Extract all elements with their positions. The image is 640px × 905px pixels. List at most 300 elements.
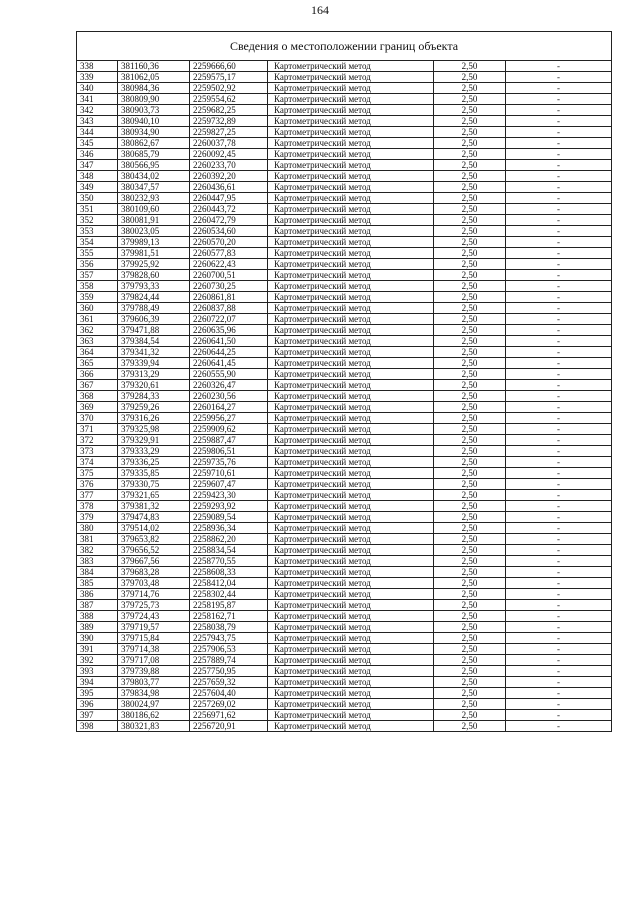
- point-number-cell: 383: [77, 556, 118, 567]
- coord-x-cell: 379316,26: [118, 413, 190, 424]
- method-cell: Картометрический метод: [268, 556, 434, 567]
- coord-y-cell: 2257604,40: [190, 688, 268, 699]
- point-number-cell: 368: [77, 391, 118, 402]
- description-cell: -: [506, 556, 612, 567]
- table-row: [77, 237, 612, 248]
- method-cell: Картометрический метод: [268, 215, 434, 226]
- coord-x-cell: 380984,36: [118, 83, 190, 94]
- point-number-cell: 379: [77, 512, 118, 523]
- coord-x-cell: 379824,44: [118, 292, 190, 303]
- accuracy-cell: 2,50: [434, 424, 506, 435]
- accuracy-cell: 2,50: [434, 127, 506, 138]
- accuracy-cell: 2,50: [434, 149, 506, 160]
- point-number-cell: 341: [77, 94, 118, 105]
- table-row: [77, 226, 612, 237]
- method-cell: Картометрический метод: [268, 545, 434, 556]
- coord-x-cell: 379259,26: [118, 402, 190, 413]
- accuracy-cell: 2,50: [434, 193, 506, 204]
- accuracy-cell: 2,50: [434, 369, 506, 380]
- coord-x-cell: 379381,32: [118, 501, 190, 512]
- coord-y-cell: 2257269,02: [190, 699, 268, 710]
- point-number-cell: 342: [77, 105, 118, 116]
- description-cell: -: [506, 490, 612, 501]
- table-row: [77, 204, 612, 215]
- description-cell: -: [506, 105, 612, 116]
- coord-y-cell: 2259732,89: [190, 116, 268, 127]
- coord-y-cell: 2260472,79: [190, 215, 268, 226]
- accuracy-cell: 2,50: [434, 226, 506, 237]
- table-row: [77, 523, 612, 534]
- table-row: [77, 61, 612, 72]
- method-cell: Картометрический метод: [268, 292, 434, 303]
- description-cell: -: [506, 710, 612, 721]
- description-cell: -: [506, 611, 612, 622]
- point-number-cell: 362: [77, 325, 118, 336]
- coord-y-cell: 2260164,27: [190, 402, 268, 413]
- method-cell: Картометрический метод: [268, 688, 434, 699]
- coord-y-cell: 2259554,62: [190, 94, 268, 105]
- method-cell: Картометрический метод: [268, 259, 434, 270]
- coord-x-cell: 379325,98: [118, 424, 190, 435]
- accuracy-cell: 2,50: [434, 479, 506, 490]
- coord-y-cell: 2260555,90: [190, 369, 268, 380]
- accuracy-cell: 2,50: [434, 402, 506, 413]
- table-row: [77, 457, 612, 468]
- coord-x-cell: 379803,77: [118, 677, 190, 688]
- point-number-cell: 357: [77, 270, 118, 281]
- method-cell: Картометрический метод: [268, 391, 434, 402]
- coord-x-cell: 379714,38: [118, 644, 190, 655]
- description-cell: -: [506, 270, 612, 281]
- point-number-cell: 380: [77, 523, 118, 534]
- coord-x-cell: 380081,91: [118, 215, 190, 226]
- description-cell: -: [506, 523, 612, 534]
- coord-x-cell: 380347,57: [118, 182, 190, 193]
- accuracy-cell: 2,50: [434, 556, 506, 567]
- coord-x-cell: 379336,25: [118, 457, 190, 468]
- method-cell: Картометрический метод: [268, 633, 434, 644]
- coord-y-cell: 2259502,92: [190, 83, 268, 94]
- method-cell: Картометрический метод: [268, 468, 434, 479]
- method-cell: Картометрический метод: [268, 358, 434, 369]
- description-cell: -: [506, 248, 612, 259]
- accuracy-cell: 2,50: [434, 413, 506, 424]
- coord-y-cell: 2258862,20: [190, 534, 268, 545]
- method-cell: Картометрический метод: [268, 105, 434, 116]
- method-cell: Картометрический метод: [268, 303, 434, 314]
- description-cell: -: [506, 545, 612, 556]
- table-title-row: [77, 32, 612, 61]
- point-number-cell: 360: [77, 303, 118, 314]
- method-cell: Картометрический метод: [268, 61, 434, 72]
- coord-x-cell: 380109,60: [118, 204, 190, 215]
- table-row: [77, 490, 612, 501]
- coord-y-cell: 2260447,95: [190, 193, 268, 204]
- description-cell: -: [506, 699, 612, 710]
- coord-y-cell: 2257943,75: [190, 633, 268, 644]
- method-cell: Картометрический метод: [268, 281, 434, 292]
- accuracy-cell: 2,50: [434, 270, 506, 281]
- table-row: [77, 391, 612, 402]
- description-cell: -: [506, 347, 612, 358]
- table-row: [77, 644, 612, 655]
- coord-y-cell: 2259827,25: [190, 127, 268, 138]
- table-row: [77, 413, 612, 424]
- coord-x-cell: 379333,29: [118, 446, 190, 457]
- coord-y-cell: 2258038,79: [190, 622, 268, 633]
- method-cell: Картометрический метод: [268, 644, 434, 655]
- coord-y-cell: 2260570,20: [190, 237, 268, 248]
- point-number-cell: 346: [77, 149, 118, 160]
- method-cell: Картометрический метод: [268, 600, 434, 611]
- accuracy-cell: 2,50: [434, 105, 506, 116]
- method-cell: Картометрический метод: [268, 83, 434, 94]
- coord-x-cell: 379667,56: [118, 556, 190, 567]
- method-cell: Картометрический метод: [268, 182, 434, 193]
- point-number-cell: 385: [77, 578, 118, 589]
- table-row: [77, 347, 612, 358]
- table-row: [77, 369, 612, 380]
- table-row: [77, 105, 612, 116]
- coord-y-cell: 2259735,76: [190, 457, 268, 468]
- description-cell: -: [506, 402, 612, 413]
- description-cell: -: [506, 589, 612, 600]
- coord-y-cell: 2260326,47: [190, 380, 268, 391]
- point-number-cell: 348: [77, 171, 118, 182]
- description-cell: -: [506, 468, 612, 479]
- accuracy-cell: 2,50: [434, 336, 506, 347]
- accuracy-cell: 2,50: [434, 710, 506, 721]
- description-cell: -: [506, 149, 612, 160]
- description-cell: -: [506, 501, 612, 512]
- point-number-cell: 395: [77, 688, 118, 699]
- table-row: [77, 215, 612, 226]
- table-row: [77, 589, 612, 600]
- accuracy-cell: 2,50: [434, 655, 506, 666]
- point-number-cell: 386: [77, 589, 118, 600]
- coord-y-cell: 2259293,92: [190, 501, 268, 512]
- accuracy-cell: 2,50: [434, 116, 506, 127]
- accuracy-cell: 2,50: [434, 171, 506, 182]
- accuracy-cell: 2,50: [434, 303, 506, 314]
- accuracy-cell: 2,50: [434, 611, 506, 622]
- table-row: [77, 248, 612, 259]
- coord-x-cell: 379384,54: [118, 336, 190, 347]
- accuracy-cell: 2,50: [434, 237, 506, 248]
- coord-x-cell: 380809,90: [118, 94, 190, 105]
- point-number-cell: 371: [77, 424, 118, 435]
- accuracy-cell: 2,50: [434, 347, 506, 358]
- coord-x-cell: 379725,73: [118, 600, 190, 611]
- coord-x-cell: 380566,95: [118, 160, 190, 171]
- table-row: [77, 325, 612, 336]
- table-row: [77, 171, 612, 182]
- table-row: [77, 512, 612, 523]
- coord-x-cell: 379703,48: [118, 578, 190, 589]
- coord-x-cell: 379793,33: [118, 281, 190, 292]
- coord-x-cell: 379474,83: [118, 512, 190, 523]
- coord-x-cell: 379329,91: [118, 435, 190, 446]
- accuracy-cell: 2,50: [434, 83, 506, 94]
- description-cell: -: [506, 369, 612, 380]
- description-cell: -: [506, 83, 612, 94]
- coord-x-cell: 379471,88: [118, 325, 190, 336]
- method-cell: Картометрический метод: [268, 336, 434, 347]
- table-row: [77, 578, 612, 589]
- accuracy-cell: 2,50: [434, 248, 506, 259]
- description-cell: -: [506, 677, 612, 688]
- coord-x-cell: 379788,49: [118, 303, 190, 314]
- point-number-cell: 369: [77, 402, 118, 413]
- coord-y-cell: 2259710,61: [190, 468, 268, 479]
- table-row: [77, 72, 612, 83]
- point-number-cell: 370: [77, 413, 118, 424]
- accuracy-cell: 2,50: [434, 633, 506, 644]
- description-cell: -: [506, 457, 612, 468]
- accuracy-cell: 2,50: [434, 325, 506, 336]
- point-number-cell: 376: [77, 479, 118, 490]
- coord-x-cell: 379981,51: [118, 248, 190, 259]
- coord-y-cell: 2259887,47: [190, 435, 268, 446]
- method-cell: Картометрический метод: [268, 578, 434, 589]
- description-cell: -: [506, 72, 612, 83]
- method-cell: Картометрический метод: [268, 380, 434, 391]
- accuracy-cell: 2,50: [434, 160, 506, 171]
- point-number-cell: 361: [77, 314, 118, 325]
- description-cell: -: [506, 116, 612, 127]
- coord-x-cell: 380434,02: [118, 171, 190, 182]
- point-number-cell: 351: [77, 204, 118, 215]
- method-cell: Картометрический метод: [268, 611, 434, 622]
- point-number-cell: 387: [77, 600, 118, 611]
- description-cell: -: [506, 358, 612, 369]
- table-row: [77, 127, 612, 138]
- table-row: [77, 116, 612, 127]
- point-number-cell: 347: [77, 160, 118, 171]
- coord-y-cell: 2259666,60: [190, 61, 268, 72]
- coord-y-cell: 2259607,47: [190, 479, 268, 490]
- table-row: [77, 633, 612, 644]
- description-cell: -: [506, 204, 612, 215]
- coord-x-cell: 380024,97: [118, 699, 190, 710]
- coord-y-cell: 2260722,07: [190, 314, 268, 325]
- description-cell: -: [506, 666, 612, 677]
- accuracy-cell: 2,50: [434, 61, 506, 72]
- point-number-cell: 344: [77, 127, 118, 138]
- method-cell: Картометрический метод: [268, 479, 434, 490]
- accuracy-cell: 2,50: [434, 644, 506, 655]
- accuracy-cell: 2,50: [434, 94, 506, 105]
- description-cell: -: [506, 138, 612, 149]
- method-cell: Картометрический метод: [268, 567, 434, 578]
- point-number-cell: 354: [77, 237, 118, 248]
- description-cell: -: [506, 259, 612, 270]
- coord-y-cell: 2260233,70: [190, 160, 268, 171]
- table-row: [77, 622, 612, 633]
- coord-x-cell: 379656,52: [118, 545, 190, 556]
- point-number-cell: 363: [77, 336, 118, 347]
- coord-y-cell: 2259956,27: [190, 413, 268, 424]
- coord-x-cell: 379335,85: [118, 468, 190, 479]
- coord-y-cell: 2259806,51: [190, 446, 268, 457]
- method-cell: Картометрический метод: [268, 402, 434, 413]
- description-cell: -: [506, 380, 612, 391]
- point-number-cell: 389: [77, 622, 118, 633]
- coord-x-cell: 379724,43: [118, 611, 190, 622]
- coord-x-cell: 379925,92: [118, 259, 190, 270]
- coord-y-cell: 2260037,78: [190, 138, 268, 149]
- coord-x-cell: 379320,61: [118, 380, 190, 391]
- coord-y-cell: 2258936,34: [190, 523, 268, 534]
- method-cell: Картометрический метод: [268, 270, 434, 281]
- point-number-cell: 373: [77, 446, 118, 457]
- point-number-cell: 377: [77, 490, 118, 501]
- coord-y-cell: 2258770,55: [190, 556, 268, 567]
- method-cell: Картометрический метод: [268, 94, 434, 105]
- description-cell: -: [506, 61, 612, 72]
- coord-x-cell: 379330,75: [118, 479, 190, 490]
- coord-y-cell: 2259423,30: [190, 490, 268, 501]
- point-number-cell: 367: [77, 380, 118, 391]
- accuracy-cell: 2,50: [434, 677, 506, 688]
- method-cell: Картометрический метод: [268, 314, 434, 325]
- accuracy-cell: 2,50: [434, 215, 506, 226]
- point-number-cell: 391: [77, 644, 118, 655]
- table-row: [77, 556, 612, 567]
- coord-x-cell: 379341,32: [118, 347, 190, 358]
- point-number-cell: 366: [77, 369, 118, 380]
- table-row: [77, 611, 612, 622]
- table-row: [77, 666, 612, 677]
- description-cell: -: [506, 435, 612, 446]
- point-number-cell: 358: [77, 281, 118, 292]
- description-cell: -: [506, 413, 612, 424]
- description-cell: -: [506, 160, 612, 171]
- coord-x-cell: 381062,05: [118, 72, 190, 83]
- table-row: [77, 259, 612, 270]
- coord-y-cell: 2260837,88: [190, 303, 268, 314]
- description-cell: -: [506, 314, 612, 325]
- coord-x-cell: 380232,93: [118, 193, 190, 204]
- point-number-cell: 397: [77, 710, 118, 721]
- coord-x-cell: 380685,79: [118, 149, 190, 160]
- method-cell: Картометрический метод: [268, 149, 434, 160]
- description-cell: -: [506, 721, 612, 732]
- coord-y-cell: 2258834,54: [190, 545, 268, 556]
- coord-x-cell: 381160,36: [118, 61, 190, 72]
- description-cell: -: [506, 281, 612, 292]
- table-row: [77, 138, 612, 149]
- method-cell: Картометрический метод: [268, 248, 434, 259]
- table-row: [77, 336, 612, 347]
- coord-y-cell: 2260443,72: [190, 204, 268, 215]
- table-row: [77, 655, 612, 666]
- coord-x-cell: 379715,84: [118, 633, 190, 644]
- point-number-cell: 355: [77, 248, 118, 259]
- table-row: [77, 83, 612, 94]
- coord-x-cell: 379313,29: [118, 369, 190, 380]
- method-cell: Картометрический метод: [268, 237, 434, 248]
- coord-x-cell: 380023,05: [118, 226, 190, 237]
- coord-y-cell: 2258412,04: [190, 578, 268, 589]
- method-cell: Картометрический метод: [268, 490, 434, 501]
- table-row: [77, 281, 612, 292]
- table-row: [77, 688, 612, 699]
- table-row: [77, 314, 612, 325]
- accuracy-cell: 2,50: [434, 138, 506, 149]
- coord-y-cell: 2257906,53: [190, 644, 268, 655]
- table-row: [77, 182, 612, 193]
- description-cell: -: [506, 303, 612, 314]
- description-cell: -: [506, 171, 612, 182]
- point-number-cell: 378: [77, 501, 118, 512]
- table-row: [77, 358, 612, 369]
- method-cell: Картометрический метод: [268, 413, 434, 424]
- page-number: 164: [311, 3, 329, 17]
- method-cell: Картометрический метод: [268, 523, 434, 534]
- table-row: [77, 567, 612, 578]
- point-number-cell: 382: [77, 545, 118, 556]
- accuracy-cell: 2,50: [434, 523, 506, 534]
- boundary-coordinates-table: [76, 31, 612, 732]
- description-cell: -: [506, 226, 612, 237]
- coord-y-cell: 2260700,51: [190, 270, 268, 281]
- table-row: [77, 160, 612, 171]
- accuracy-cell: 2,50: [434, 578, 506, 589]
- coord-x-cell: 380903,73: [118, 105, 190, 116]
- accuracy-cell: 2,50: [434, 468, 506, 479]
- table-row: [77, 479, 612, 490]
- description-cell: -: [506, 237, 612, 248]
- accuracy-cell: 2,50: [434, 490, 506, 501]
- accuracy-cell: 2,50: [434, 721, 506, 732]
- method-cell: Картометрический метод: [268, 138, 434, 149]
- table-row: [77, 721, 612, 732]
- coord-x-cell: 379739,88: [118, 666, 190, 677]
- accuracy-cell: 2,50: [434, 534, 506, 545]
- coord-y-cell: 2260436,61: [190, 182, 268, 193]
- coord-y-cell: 2257889,74: [190, 655, 268, 666]
- method-cell: Картометрический метод: [268, 435, 434, 446]
- method-cell: Картометрический метод: [268, 72, 434, 83]
- coord-x-cell: 379321,65: [118, 490, 190, 501]
- coord-x-cell: 380321,83: [118, 721, 190, 732]
- description-cell: -: [506, 512, 612, 523]
- coord-y-cell: 2260644,25: [190, 347, 268, 358]
- table-row: [77, 402, 612, 413]
- method-cell: Картометрический метод: [268, 721, 434, 732]
- description-cell: -: [506, 578, 612, 589]
- accuracy-cell: 2,50: [434, 292, 506, 303]
- point-number-cell: 350: [77, 193, 118, 204]
- coord-y-cell: 2258195,87: [190, 600, 268, 611]
- accuracy-cell: 2,50: [434, 358, 506, 369]
- description-cell: -: [506, 325, 612, 336]
- table-row: [77, 193, 612, 204]
- method-cell: Картометрический метод: [268, 193, 434, 204]
- method-cell: Картометрический метод: [268, 622, 434, 633]
- coord-y-cell: 2256971,62: [190, 710, 268, 721]
- coord-x-cell: 379653,82: [118, 534, 190, 545]
- method-cell: Картометрический метод: [268, 666, 434, 677]
- coord-y-cell: 2259575,17: [190, 72, 268, 83]
- table-row: [77, 94, 612, 105]
- coord-x-cell: 380186,62: [118, 710, 190, 721]
- coord-y-cell: 2260577,83: [190, 248, 268, 259]
- description-cell: -: [506, 127, 612, 138]
- point-number-cell: 396: [77, 699, 118, 710]
- description-cell: -: [506, 94, 612, 105]
